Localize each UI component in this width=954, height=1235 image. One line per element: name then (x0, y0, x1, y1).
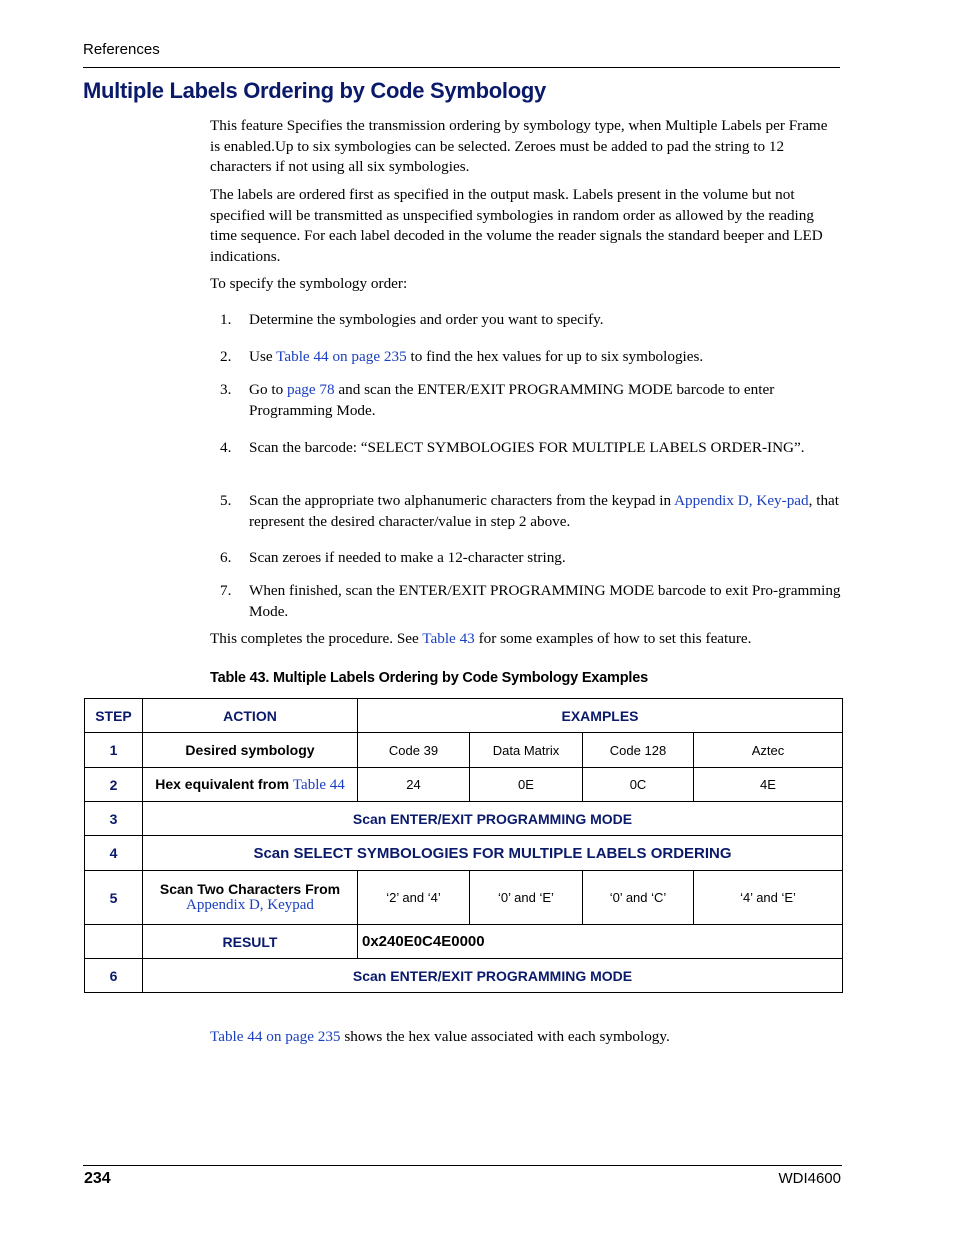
step-text-pre: Use (249, 348, 277, 365)
action-cell: Scan ENTER/EXIT PROGRAMMING MODE (143, 959, 843, 993)
completion-paragraph (210, 629, 840, 650)
example-cell: ‘2’ and ‘4’ (358, 871, 470, 925)
ordering-paragraph: The labels are ordered first as specified in the output mask. Labels present in the volume but not specified will be transmitted as unspecified symbologies in random order as allowed by the reading time sequence. For each label decoded in the volume the reader signals the standard beeper and LED indications. (210, 186, 823, 265)
table-row (85, 733, 843, 768)
example-cell: 0C (583, 768, 694, 802)
step-cell: 4 (85, 836, 143, 871)
step-number: 2. (220, 348, 232, 365)
header-rule (83, 67, 840, 68)
step-text-pre: Go to (249, 381, 287, 398)
table-44-link[interactable]: Table 44 on page 235 (210, 1028, 341, 1045)
action-text: Hex equivalent from (155, 775, 293, 792)
example-cell: 4E (694, 768, 843, 802)
action-cell: Scan SELECT SYMBOLOGIES FOR MULTIPLE LABELS ORDERING (143, 836, 843, 871)
action-text: Scan Two Characters From (159, 881, 341, 897)
section-title: Multiple Labels Ordering by Code Symbology (83, 78, 546, 103)
step-text: When finished, scan the ENTER/EXIT PROGRAMMING MODE barcode to exit Pro-gramming Mode. (249, 582, 841, 620)
table-caption: Table 43. Multiple Labels Ordering by Code Symbology Examples (210, 670, 648, 686)
header-action: ACTION (143, 699, 358, 733)
result-value: 0x240E0C4E0000 (358, 925, 843, 959)
step-text: Scan zeroes if needed to make a 12-character string. (249, 549, 566, 566)
header-step: STEP (85, 699, 143, 733)
table-row (85, 871, 843, 925)
step-number: 3. (220, 381, 232, 398)
example-cell: 24 (358, 768, 470, 802)
example-cell: ‘0’ and ‘C’ (583, 871, 694, 925)
step-cell: 5 (85, 871, 143, 925)
header-examples: EXAMPLES (358, 699, 843, 733)
step-number: 5. (220, 492, 232, 509)
step-number: 4. (220, 439, 232, 456)
table-43-link[interactable]: Table 43 (422, 630, 475, 647)
intro-paragraph: This feature Specifies the transmission ordering by symbology type, when Multiple Labels per Frame is enabled.Up to six symbologies can be selected. Zeroes must be added to pad the string to 12 characters if not using all six symbologies. (210, 117, 828, 175)
step-text-post: , that represent the desired character/value in step 2 above. (249, 492, 840, 530)
closing-paragraph (210, 1028, 670, 1046)
step-text-pre: Scan the appropriate two alphanumeric characters from the keypad in (249, 492, 675, 509)
table-44-link[interactable]: Table 44 (292, 776, 345, 793)
appendix-d-link[interactable]: Appendix D, Keypad (186, 897, 314, 913)
closing-text: shows the hex value associated with each symbology. (340, 1028, 670, 1045)
step-cell: 2 (85, 768, 143, 802)
table-44-link[interactable]: Table 44 on page 235 (276, 348, 407, 365)
action-cell (143, 768, 358, 802)
step-text (249, 491, 842, 532)
examples-table (84, 698, 843, 993)
step-text (249, 380, 842, 421)
step-cell: 6 (85, 959, 143, 993)
example-cell: Aztec (694, 733, 843, 768)
page-number: 234 (84, 1170, 111, 1187)
appendix-d-link[interactable]: Appendix D, Key-pad (674, 492, 809, 509)
example-cell: Data Matrix (470, 733, 583, 768)
example-cell: ‘0’ and ‘E’ (470, 871, 583, 925)
procedure-intro: To specify the symbology order: (210, 275, 408, 292)
action-cell (143, 871, 358, 925)
example-cell: Code 128 (583, 733, 694, 768)
completion-post: for some examples of how to set this feature. (474, 630, 752, 647)
action-cell: Desired symbology (143, 733, 358, 768)
result-label: RESULT (143, 925, 358, 959)
table-row (85, 836, 843, 871)
footer-rule (83, 1165, 842, 1166)
step-text-post: and scan the ENTER/EXIT PROGRAMMING MODE barcode to enter Programming Mode. (249, 381, 775, 419)
document-id: WDI4600 (778, 1170, 841, 1187)
completion-pre: This completes the procedure. See (210, 630, 423, 647)
empty-step-cell (85, 925, 143, 959)
step-text: Determine the symbologies and order you want to specify. (249, 311, 604, 328)
example-cell: Code 39 (358, 733, 470, 768)
step-number: 7. (220, 582, 232, 599)
step-cell: 1 (85, 733, 143, 768)
example-cell: 0E (470, 768, 583, 802)
page-78-link[interactable]: page 78 (286, 381, 335, 398)
action-cell: Scan ENTER/EXIT PROGRAMMING MODE (143, 802, 843, 836)
table-row (85, 768, 843, 802)
example-cell: ‘4’ and ‘E’ (694, 871, 843, 925)
step-number: 1. (220, 311, 232, 328)
running-head: References (83, 41, 160, 58)
step-number: 6. (220, 549, 232, 566)
table-row (85, 959, 843, 993)
step-text-post: to find the hex values for up to six symbologies. (406, 348, 704, 365)
table-header-row (85, 699, 843, 733)
step-cell: 3 (85, 802, 143, 836)
step-text: Scan the barcode: “SELECT SYMBOLOGIES FOR MULTIPLE LABELS ORDER-ING”. (249, 439, 805, 456)
result-row (85, 925, 843, 959)
step-text (249, 347, 842, 368)
table-row (85, 802, 843, 836)
